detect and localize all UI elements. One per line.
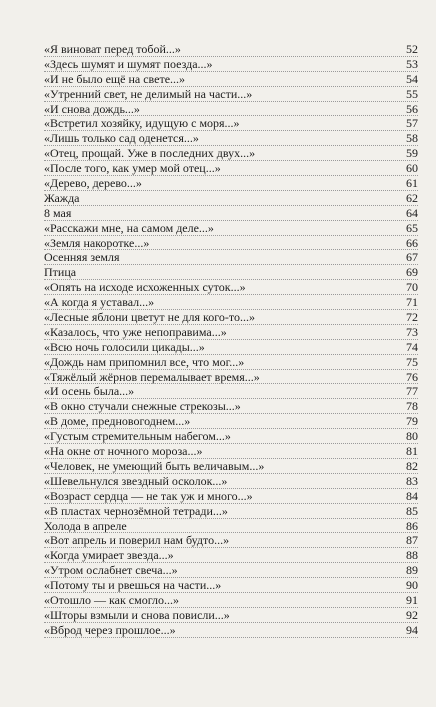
toc-entry-page-number: 59: [406, 146, 418, 161]
toc-entry-page-number: 76: [406, 369, 418, 384]
toc-entry: [44, 176, 418, 191]
toc-entry-title: «Человек, не умеющий быть величавым...»: [44, 458, 265, 473]
toc-entry-title: «Земля накоротке...»: [44, 235, 150, 250]
toc-entry-title: «Казалось, что уже непоправима...»: [44, 324, 227, 339]
toc-entry-title: «Здесь шумят и шумят поезда...»: [44, 56, 213, 71]
toc-entry-title: «Вброд через прошлое...»: [44, 622, 176, 637]
toc-entry-page-number: 79: [406, 414, 418, 429]
toc-entry-title: «И осень была...»: [44, 384, 135, 399]
toc-entry-page-number: 60: [406, 161, 418, 176]
toc-entry: [44, 102, 418, 117]
toc-entry: [44, 146, 418, 161]
toc-entry-title: «Дерево, дерево...»: [44, 176, 142, 191]
toc-entry-title: «В окно стучали снежные стрекозы...»: [44, 399, 241, 414]
toc-entry-page-number: 58: [406, 131, 418, 146]
toc-entry-title: «Отец, прощай. Уже в последних двух...»: [44, 146, 256, 161]
toc-entry-page-number: 70: [406, 280, 418, 295]
toc-entry: [44, 489, 418, 504]
toc-entry: [44, 221, 418, 236]
toc-entry: [44, 355, 418, 370]
toc-entry: [44, 131, 418, 146]
toc-entry: [44, 399, 418, 414]
toc-entry: [44, 578, 418, 593]
toc-entry-page-number: 82: [406, 458, 418, 473]
toc-entry-title: «Тяжёлый жёрнов перемалывает время...»: [44, 369, 260, 384]
toc-entry-title: «Потому ты и рвешься на части...»: [44, 578, 222, 593]
toc-entry: [44, 548, 418, 563]
toc-entry-title: 8 мая: [44, 205, 72, 220]
toc-entry-title: Жажда: [44, 190, 80, 205]
toc-entry: [44, 563, 418, 578]
toc-entry: [44, 429, 418, 444]
toc-entry-page-number: 78: [406, 399, 418, 414]
toc-entry-title: «Густым стремительным набегом...»: [44, 429, 231, 444]
toc-entry-page-number: 81: [406, 444, 418, 459]
toc-entry-title: «Возраст сердца — не так уж и много...»: [44, 488, 253, 503]
toc-entry-page-number: 94: [406, 622, 418, 637]
toc-entry-page-number: 61: [406, 176, 418, 191]
toc-entry-title: «Я виноват перед тобой...»: [44, 42, 181, 56]
toc-entry: [44, 340, 418, 355]
toc-entry: [44, 57, 418, 72]
toc-entry: [44, 519, 418, 534]
toc-entry-page-number: 72: [406, 310, 418, 325]
toc-entry: [44, 384, 418, 399]
toc-entry-title: «Утром ослабнет свеча...»: [44, 563, 178, 578]
toc-entry-page-number: 71: [406, 295, 418, 310]
toc-entry-page-number: 55: [406, 86, 418, 101]
toc-entry-page-number: 83: [406, 473, 418, 488]
toc-entry: [44, 265, 418, 280]
toc-entry-page-number: 77: [406, 384, 418, 399]
toc-entry-title: «Вот апрель и поверил нам будто...»: [44, 533, 230, 548]
toc-entry-page-number: 57: [406, 116, 418, 131]
toc-entry-page-number: 69: [406, 265, 418, 280]
toc-entry-title: «Встретил хозяйку, идущую с моря...»: [44, 116, 240, 131]
toc-entry-title: Холода в апреле: [44, 518, 127, 533]
toc-entry-page-number: 87: [406, 533, 418, 548]
toc-entry-title: Птица: [44, 265, 77, 280]
toc-entry-title: «Расскажи мне, на самом деле...»: [44, 220, 214, 235]
toc-entry-page-number: 64: [406, 205, 418, 220]
toc-entry: [44, 236, 418, 251]
toc-entry-title: «Дождь нам припомнил все, что мог...»: [44, 354, 245, 369]
toc-entry-page-number: 53: [406, 56, 418, 71]
toc-entry-title: «Всю ночь голосили цикады...»: [44, 339, 205, 354]
toc-entry-page-number: 85: [406, 503, 418, 518]
table-of-contents: [44, 42, 418, 638]
toc-entry: [44, 593, 418, 608]
toc-entry: [44, 414, 418, 429]
toc-entry-page-number: 91: [406, 592, 418, 607]
toc-entry: [44, 370, 418, 385]
toc-entry-title: «В пластах чернозёмной тетради...»: [44, 503, 228, 518]
toc-entry-page-number: 84: [406, 488, 418, 503]
toc-entry-page-number: 66: [406, 235, 418, 250]
toc-entry: [44, 295, 418, 310]
toc-entry: [44, 444, 418, 459]
toc-entry: [44, 87, 418, 102]
toc-entry: [44, 116, 418, 131]
toc-entry: [44, 206, 418, 221]
toc-entry: [44, 250, 418, 265]
toc-entry-page-number: 86: [406, 518, 418, 533]
toc-entry-title: «Шевельнулся звездный осколок...»: [44, 473, 228, 488]
toc-entry: [44, 191, 418, 206]
toc-entry-page-number: 65: [406, 220, 418, 235]
toc-entry-page-number: 88: [406, 548, 418, 563]
toc-entry-page-number: 52: [406, 42, 418, 56]
toc-entry: [44, 72, 418, 87]
toc-entry: [44, 623, 418, 638]
toc-entry-page-number: 74: [406, 339, 418, 354]
toc-entry-title: Осенняя земля: [44, 250, 120, 265]
toc-entry-title: «Лесные яблони цветут не для кого-то...»: [44, 310, 255, 325]
toc-entry-page-number: 56: [406, 101, 418, 116]
toc-entry-title: «После того, как умер мой отец...»: [44, 161, 221, 176]
toc-entry-title: «Утренний свет, не делимый на части...»: [44, 86, 253, 101]
toc-entry-page-number: 67: [406, 250, 418, 265]
toc-entry-page-number: 54: [406, 71, 418, 86]
toc-entry: [44, 504, 418, 519]
toc-entry-page-number: 89: [406, 563, 418, 578]
toc-entry-title: «Когда умирает звезда...»: [44, 548, 174, 563]
toc-entry-page-number: 90: [406, 578, 418, 593]
toc-entry: [44, 325, 418, 340]
toc-entry: [44, 533, 418, 548]
toc-entry: [44, 310, 418, 325]
toc-entry-title: «Опять на исходе исхоженных суток...»: [44, 280, 246, 295]
toc-entry: [44, 280, 418, 295]
toc-entry-title: «Отошло — как смогло...»: [44, 592, 180, 607]
toc-entry-title: «Шторы взмыли и снова повисли...»: [44, 607, 230, 622]
toc-entry-page-number: 80: [406, 429, 418, 444]
toc-entry: [44, 42, 418, 57]
toc-entry-page-number: 62: [406, 190, 418, 205]
toc-entry-title: «И не было ещё на свете...»: [44, 71, 186, 86]
toc-entry-title: «Лишь только сад оденется...»: [44, 131, 199, 146]
toc-entry: [44, 161, 418, 176]
toc-entry-page-number: 73: [406, 324, 418, 339]
toc-entry-title: «И снова дождь...»: [44, 101, 140, 116]
toc-entry-title: «В доме, предновогоднем...»: [44, 414, 191, 429]
toc-entry-page-number: 75: [406, 354, 418, 369]
dotted-separator: [44, 637, 418, 638]
toc-entry-title: «А когда я уставал...»: [44, 295, 155, 310]
toc-entry: [44, 474, 418, 489]
toc-entry: [44, 608, 418, 623]
toc-entry-page-number: 92: [406, 607, 418, 622]
toc-entry-title: «На окне от ночного мороза...»: [44, 444, 203, 459]
toc-entry: [44, 459, 418, 474]
